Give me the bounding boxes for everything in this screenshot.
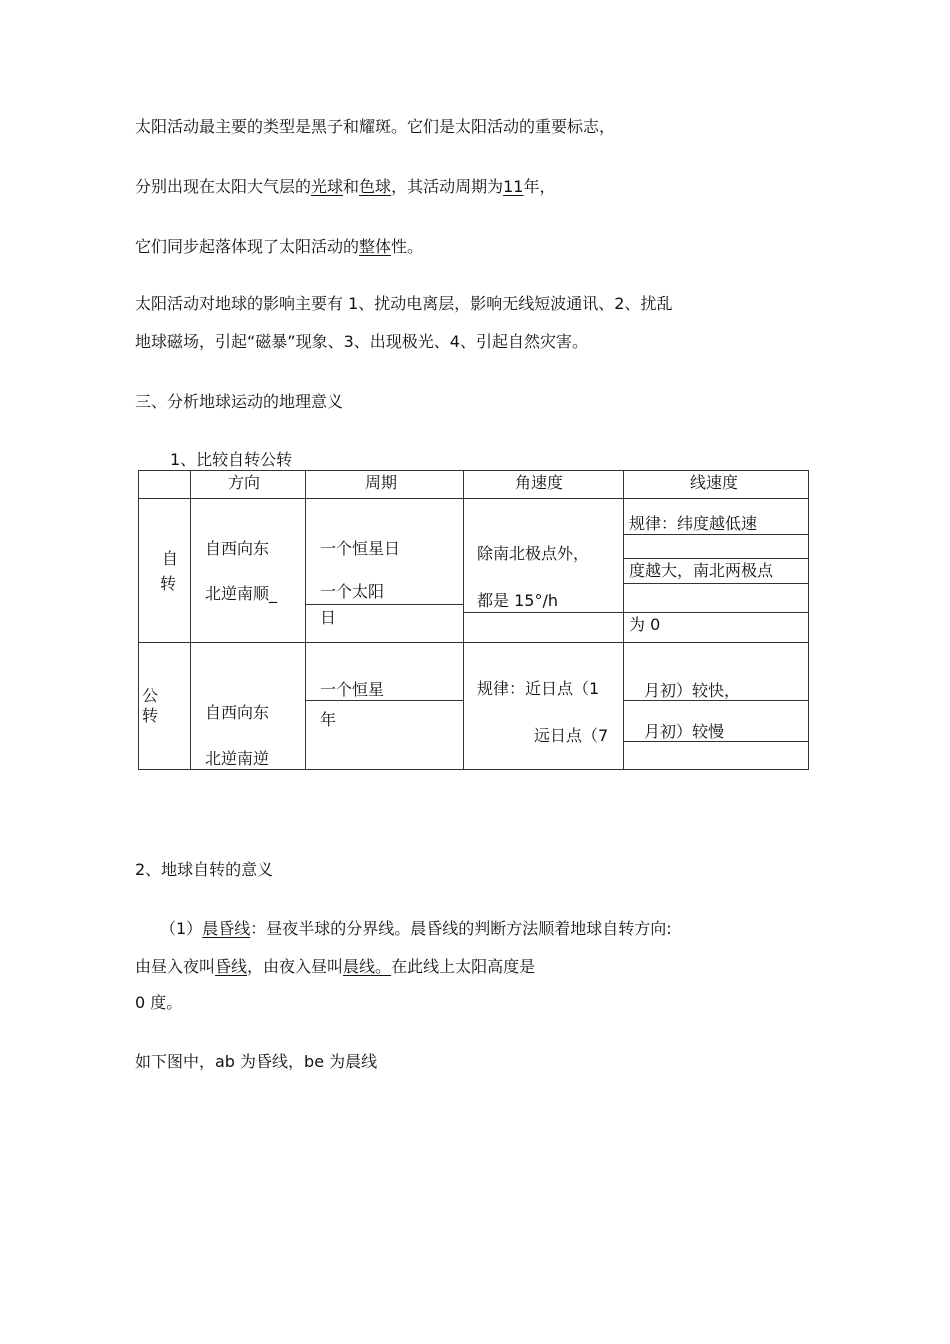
table-border [623,534,808,535]
table-border [623,470,624,770]
table-border [305,470,306,770]
cell-linear-speed: 月初）较快， [644,681,741,700]
text: ，由夜入昼叫 [247,957,344,976]
text: 1、比较自转公转 [170,450,293,469]
table-border [463,612,623,613]
underlined-answer: 晨线。 [343,957,392,976]
table-border [463,470,464,770]
cell-direction: 北逆南逆 [205,749,270,768]
terminator-line-3 [135,993,182,1013]
text: 在此线上太阳高度是 [391,957,536,976]
terminator-line-2 [135,957,535,977]
row-label-revolution: 公 [142,686,159,705]
figure-note [135,1052,377,1072]
paragraph-integrity [135,237,423,257]
cell-direction: 自西向东 [205,703,270,722]
underlined-answer: 整体 [359,237,392,256]
text: ，其活动周期为 [391,177,504,196]
cell-period: 一个太阳 [320,582,385,601]
cell-linear-speed: 月初）较慢 [644,722,725,741]
text: 由昼入夜叫 [135,957,216,976]
table-border [138,470,139,770]
cell-direction: 自西向东 [205,539,270,558]
table-border [190,470,191,770]
cell-period: 一个恒星 [320,680,385,699]
text: 2、地球自转的意义 [135,860,274,879]
row-label-rotation: 自 [162,549,179,568]
table-border [305,700,463,701]
paragraph-sun-layers [135,177,555,197]
text: 太阳活动最主要的类型是黑子和耀斑。它们是太阳活动的重要标志， [135,117,616,136]
table-border [138,642,809,643]
table-border [305,604,463,605]
cell-linear-speed: 度越大，南北两极点 [629,561,774,580]
cell-angular-speed: 除南北极点外， [477,544,590,563]
cell-linear-speed: 为 0 [629,615,661,634]
text: 年， [523,177,556,196]
cell-period: 日 [320,608,337,627]
text: 分别出现在太阳大气层的 [135,177,312,196]
text: 地球磁场，引起“磁暴”现象、3、出现极光、4、引起自然灾害。 [135,332,588,351]
underlined-answer: 光球 [311,177,344,196]
cell-period: 年 [320,710,337,729]
comparison-table [138,470,809,770]
table-border [138,470,809,471]
cell-angular-speed: 规律：近日点（1 [477,679,600,698]
section-heading [135,392,343,412]
section-2-heading [135,860,273,880]
cell-direction: 北逆南顺_ [205,584,278,603]
cell-linear-speed: 规律：纬度越低速 [629,514,758,533]
row-label-revolution: 转 [142,706,159,725]
table-border [623,558,808,559]
text: 三、分析地球运动的地理意义 [135,392,344,411]
underlined-answer: 晨昏线 [202,919,251,938]
paragraph-impact-line-2 [135,332,588,352]
header-linear-speed: 线速度 [690,473,739,492]
cell-period: 一个恒星日 [320,539,401,558]
table-border [623,612,808,613]
text: ：昼夜半球的分界线。晨昏线的判断方法顺着地球自转方向: [250,919,672,938]
text: 太阳活动对地球的影响主要有 1、扰动电离层，影响无线短波通讯、2、扰乱 [135,294,673,313]
cell-angular-speed: 远日点（7 [534,726,609,745]
terminator-line-1 [160,919,672,939]
table-border [138,498,809,499]
text: 它们同步起落体现了太阳活动的 [135,237,360,256]
header-angular-speed: 角速度 [515,473,564,492]
paragraph-sun-activity [135,117,615,137]
text: 如下图中，ab 为昏线，be 为晨线 [135,1052,378,1071]
paragraph-impact-line-1 [135,294,672,314]
text: 性。 [391,237,424,256]
table-border [138,769,809,770]
table-caption [170,450,292,470]
table-border [808,470,809,770]
underlined-answer: 色球 [359,177,392,196]
text: （1） [160,919,203,938]
header-period: 周期 [365,473,398,492]
row-label-rotation: 转 [160,574,177,593]
table-border [623,583,808,584]
underlined-answer: 昏线 [215,957,248,976]
underlined-answer: 11 [503,177,524,196]
text: 0 度。 [135,993,183,1012]
header-direction: 方向 [228,473,261,492]
text: 和 [343,177,360,196]
cell-angular-speed: 都是 15°/h [477,591,558,610]
